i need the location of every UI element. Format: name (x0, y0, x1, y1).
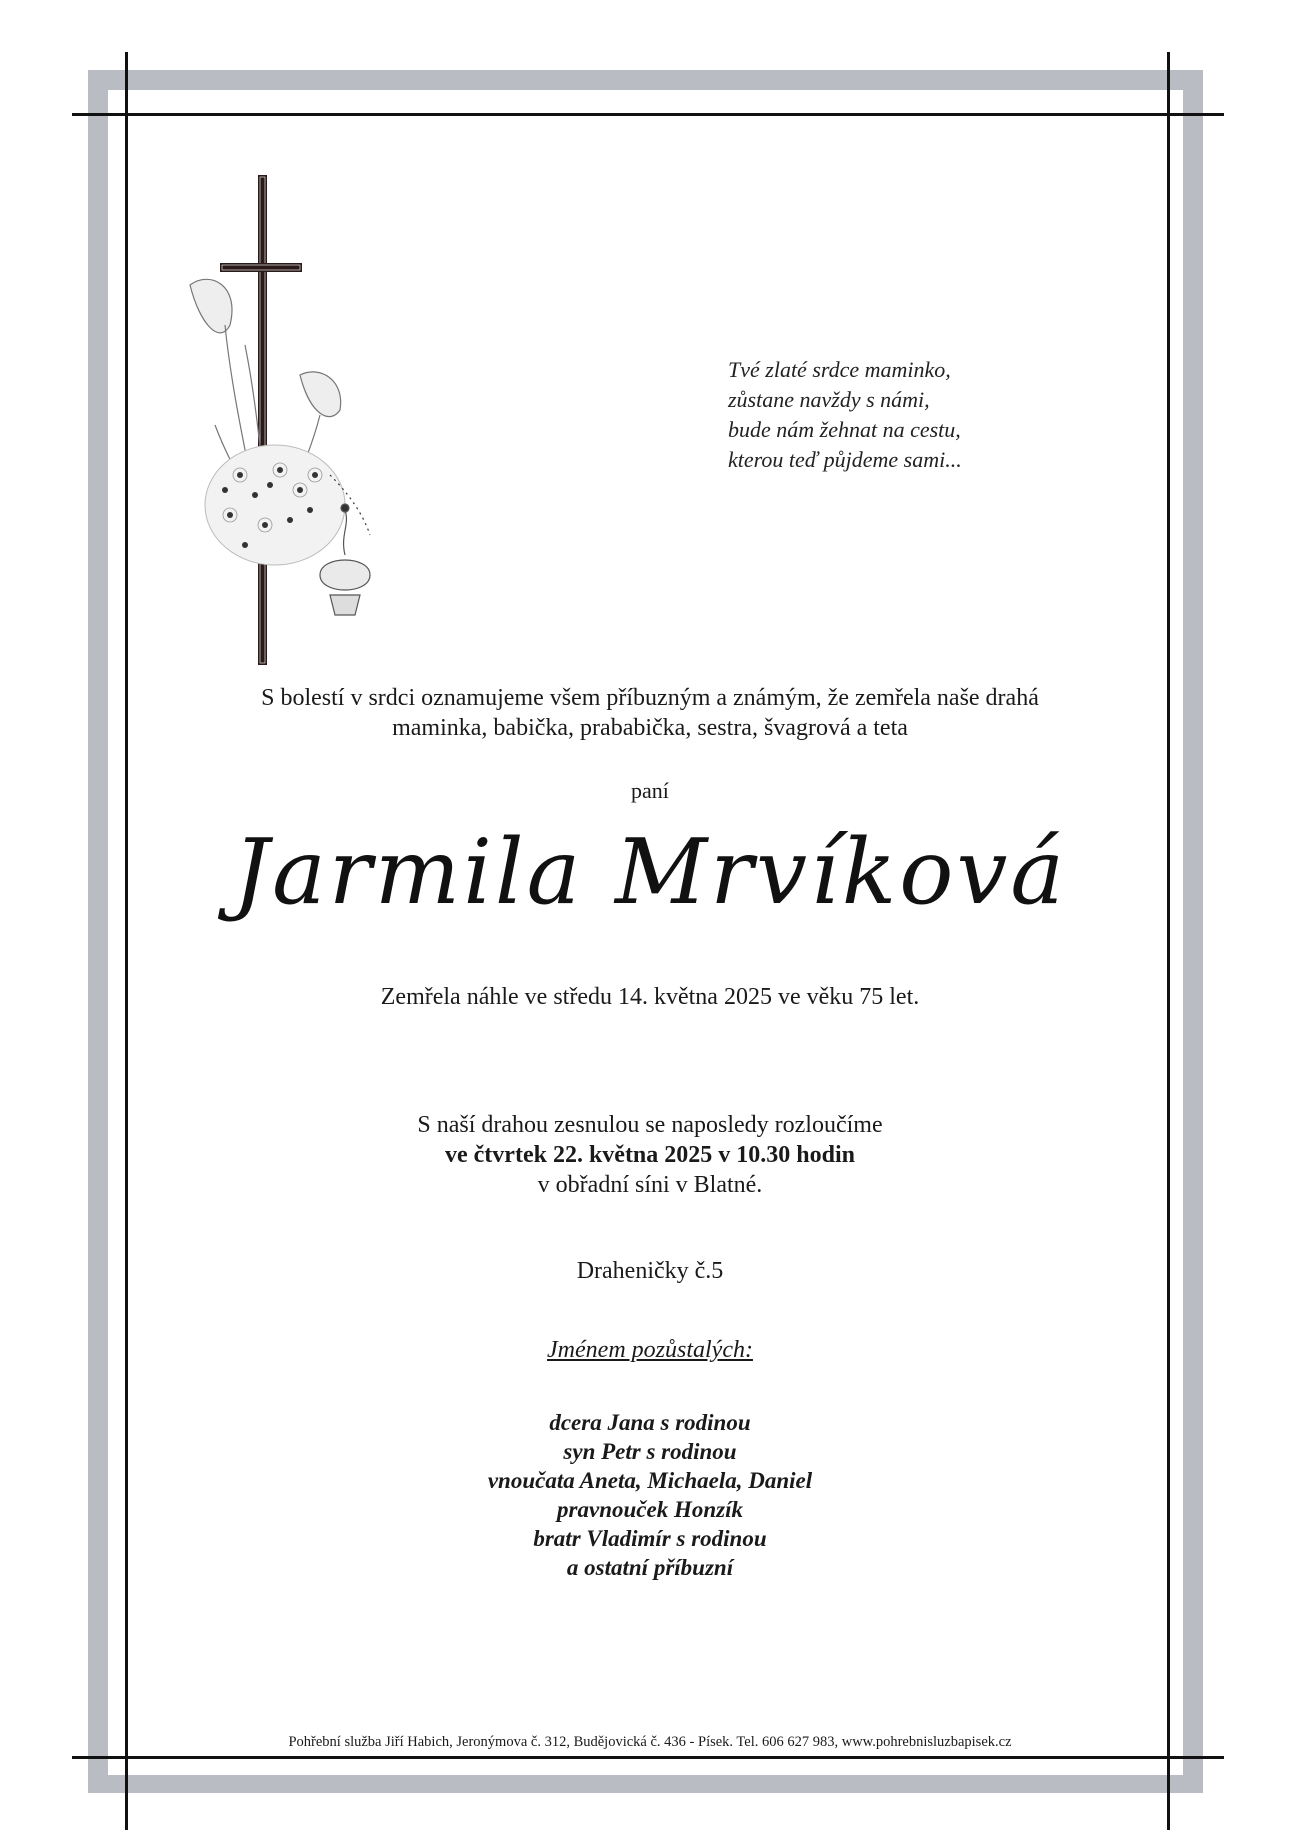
flower-bouquet-icon (205, 445, 345, 565)
family-member: a ostatní příbuzní (566, 1555, 734, 1580)
cross-icon (220, 175, 302, 665)
poem-line: kterou teď půjdeme sami... (728, 447, 962, 472)
deceased-name: Jarmila Mrvíková (233, 820, 1067, 925)
family-member: pravnouček Honzík (557, 1497, 743, 1522)
border-band-bottom (88, 1775, 1203, 1793)
frame-line-top (72, 113, 1224, 116)
family-list (0, 1408, 1300, 1582)
signed-by-label: Jménem pozůstalých: (547, 1337, 753, 1363)
death-notice: Zemřela náhle ve středu 14. května 2025 ve věku 75 let. (380, 984, 920, 1010)
family-member: bratr Vladimír s rodinou (533, 1526, 767, 1551)
farewell-info (0, 1110, 1300, 1200)
poem-line: Tvé zlaté srdce maminko, (728, 357, 951, 382)
family-member: dcera Jana s rodinou (549, 1410, 751, 1435)
announcement (0, 683, 1300, 743)
frame-line-bottom (72, 1756, 1224, 1759)
poem-line: bude nám žehnat na cestu, (728, 417, 961, 442)
farewell-date-time: ve čtvrtek 22. května 2025 v 10.30 hodin (445, 1142, 855, 1168)
announcement-line-2: maminka, babička, prababička, sestra, švagrová a teta (392, 715, 908, 741)
announcement-line-1: S bolestí v srdci oznamujeme všem příbuzným a známým, že zemřela naše drahá (261, 685, 1039, 711)
salutation: paní (631, 778, 669, 803)
poem-line: zůstane navždy s námi, (728, 387, 930, 412)
footer: Pohřební služba Jiří Habich, Jeronýmova č. 312, Budějovická č. 436 - Písek. Tel. 606 627 983, www.pohrebnisluzbapisek.cz (288, 1734, 1012, 1750)
address: Draheničky č.5 (576, 1258, 724, 1284)
border-band-top (88, 70, 1203, 90)
farewell-line-1: S naší drahou zesnulou se naposledy rozloučíme (417, 1112, 883, 1138)
poem (728, 355, 1048, 475)
farewell-place: v obřadní síni v Blatné. (537, 1172, 763, 1198)
family-member: syn Petr s rodinou (563, 1439, 737, 1464)
family-member: vnoučata Aneta, Michaela, Daniel (487, 1468, 813, 1493)
cross-flowers-illustration (170, 175, 410, 665)
